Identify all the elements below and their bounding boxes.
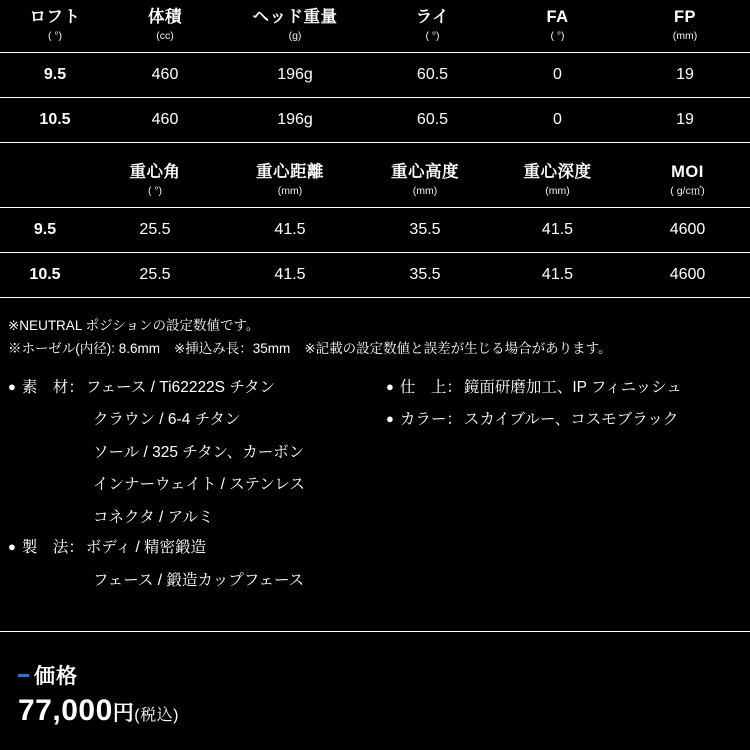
price-amount-row	[18, 694, 179, 728]
header-cell	[220, 155, 360, 207]
cell-volume: 460	[110, 52, 220, 97]
spec-subline: クラウン / 6-4 チタン	[93, 411, 241, 429]
spec-subline: ソール / 325 チタン、カーボン	[93, 443, 305, 461]
spec-subline: インナーウェイト / ステンレス	[93, 476, 305, 494]
header-label: FP	[673, 8, 697, 26]
header-unit: (cc)	[156, 30, 174, 43]
spec-value: スカイブルー、コスモブラック	[463, 411, 679, 429]
cell-cog-angle: 25.5	[90, 207, 220, 252]
spec-label: 素 材：	[21, 378, 84, 396]
cell-cog-depth: 41.5	[490, 252, 625, 297]
table-header-row	[0, 155, 750, 207]
spec-value: フェース / Ti62222S チタン	[85, 378, 276, 396]
spec-subline: コネクタ / アルミ	[93, 508, 214, 526]
table-row	[0, 52, 750, 97]
cell-cog-angle: 25.5	[90, 252, 220, 297]
spec-label: カラー：	[399, 411, 462, 429]
cell-loft: 9.5	[0, 207, 90, 252]
table-row	[0, 252, 750, 297]
note-line: ※NEUTRAL ポジションの設定数値です。	[8, 317, 260, 333]
spec-subline: フェース / 鍛造カップフェース	[93, 571, 305, 589]
bullet-icon: ●	[386, 378, 394, 394]
header-label: ヘッド重量	[252, 8, 338, 26]
spec-row-method	[8, 537, 386, 559]
cell-cog-height: 35.5	[360, 252, 490, 297]
cell-fp: 19	[620, 52, 750, 97]
header-unit: ( °)	[550, 30, 565, 43]
price-heading: 価格	[34, 665, 78, 688]
header-unit: (g)	[288, 30, 302, 43]
price-divider	[0, 631, 750, 632]
cell-head-weight: 196g	[220, 52, 370, 97]
cell-fa: 0	[495, 52, 620, 97]
cell-loft: 10.5	[0, 97, 110, 142]
header-label: ライ	[415, 8, 450, 26]
header-unit: ( °)	[425, 30, 440, 43]
spec-row-color	[386, 409, 742, 431]
spec-table-basic	[0, 0, 750, 143]
spec-value: ボディ / 精密鍛造	[85, 539, 207, 557]
note-insert: ※挿込み長：35mm	[173, 341, 291, 357]
header-cell	[110, 0, 220, 52]
header-label: 重心高度	[391, 162, 459, 181]
header-cell-empty	[0, 155, 90, 207]
spec-table-cog	[0, 155, 750, 298]
cell-cog-distance: 41.5	[220, 207, 360, 252]
table-gap	[0, 143, 750, 155]
header-unit: ( °)	[147, 185, 163, 198]
spec-column-left	[8, 377, 386, 602]
price-block	[18, 660, 179, 728]
spec-list	[0, 365, 750, 602]
accent-dash-icon	[18, 674, 29, 677]
cell-lie: 60.5	[370, 52, 495, 97]
note-tolerance: ※記載の設定数値と誤差が生じる場合があります。	[304, 341, 612, 357]
cell-head-weight: 196g	[220, 97, 370, 142]
table-header-row	[0, 0, 750, 52]
header-unit: (mm)	[545, 185, 570, 198]
cell-lie: 60.5	[370, 97, 495, 142]
header-unit: ( °)	[47, 30, 63, 43]
header-unit: ( g/c㎡)	[670, 185, 705, 198]
notes-block	[0, 298, 750, 365]
cell-fa: 0	[495, 97, 620, 142]
spec-column-right	[386, 377, 742, 602]
price-tax-note: (税込)	[134, 707, 179, 724]
price-amount: 77,000	[18, 694, 113, 727]
cell-loft: 9.5	[0, 52, 110, 97]
spec-row-material	[8, 377, 386, 399]
header-label: ロフト	[29, 8, 81, 26]
price-heading-row	[18, 660, 179, 690]
note-line-group	[8, 337, 742, 361]
header-cell	[220, 0, 370, 52]
header-cell	[360, 155, 490, 207]
spec-label: 仕 上：	[399, 378, 462, 396]
spec-label: 製 法：	[21, 539, 84, 557]
bullet-icon: ●	[8, 539, 16, 555]
bullet-icon: ●	[8, 378, 16, 394]
header-cell	[625, 155, 750, 207]
header-unit: (mm)	[277, 185, 303, 198]
header-cell	[0, 0, 110, 52]
header-label: 体積	[148, 8, 182, 26]
header-label: MOI	[671, 162, 704, 181]
bullet-icon: ●	[386, 411, 394, 427]
cell-volume: 460	[110, 97, 220, 142]
header-unit: (mm)	[672, 30, 698, 43]
header-cell	[90, 155, 220, 207]
table-row	[0, 97, 750, 142]
table-row	[0, 207, 750, 252]
price-currency: 円	[112, 702, 135, 725]
note-hosel: ※ホーゼル(内径): 8.6mm	[8, 341, 160, 357]
cell-cog-distance: 41.5	[220, 252, 360, 297]
header-unit: (mm)	[412, 185, 438, 198]
header-cell	[495, 0, 620, 52]
header-label: FA	[546, 8, 569, 26]
spec-value: 鏡面研磨加工、IP フィニッシュ	[463, 378, 682, 396]
cell-loft: 10.5	[0, 252, 90, 297]
header-cell	[370, 0, 495, 52]
header-cell	[620, 0, 750, 52]
cell-cog-depth: 41.5	[490, 207, 625, 252]
cell-moi: 4600	[625, 207, 750, 252]
cell-cog-height: 35.5	[360, 207, 490, 252]
header-label: 重心角	[129, 162, 181, 181]
cell-moi: 4600	[625, 252, 750, 297]
cell-fp: 19	[620, 97, 750, 142]
header-label: 重心距離	[256, 162, 324, 181]
spec-row-finish	[386, 377, 742, 399]
header-cell	[490, 155, 625, 207]
header-label: 重心深度	[523, 162, 592, 181]
